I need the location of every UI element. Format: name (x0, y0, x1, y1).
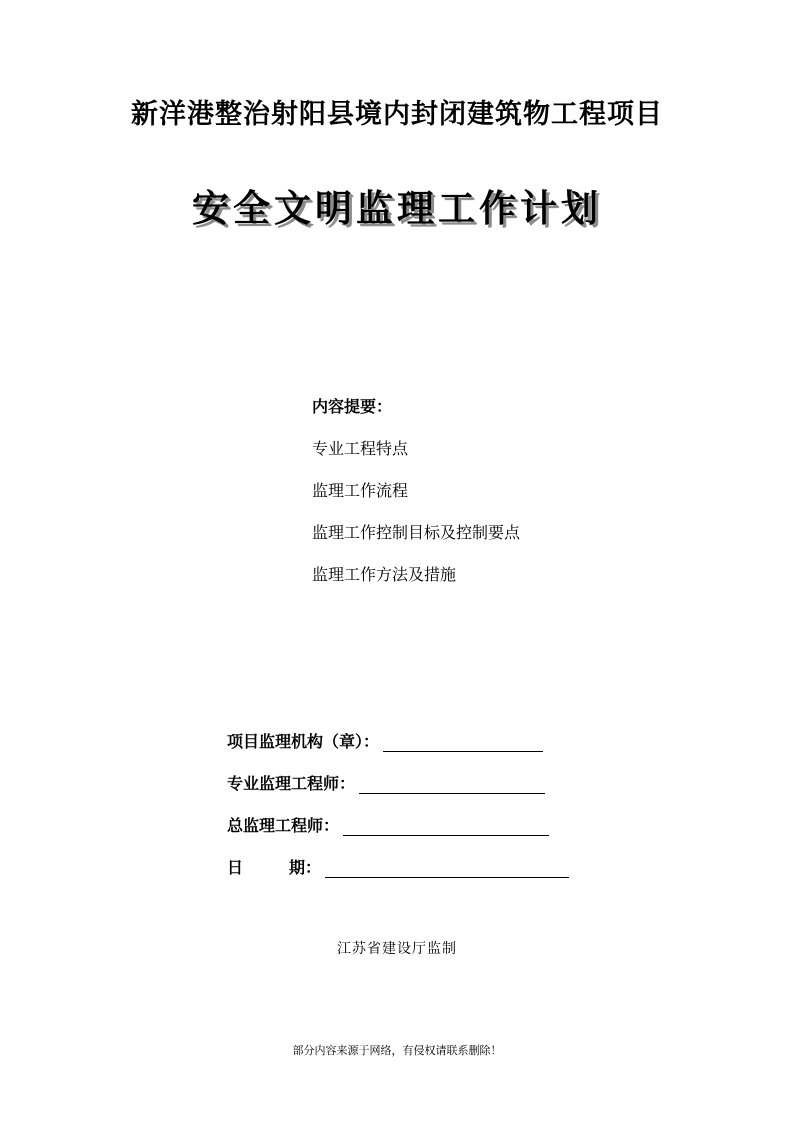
chief-engineer-label: 总监理工程师： (227, 816, 340, 835)
signature-block (227, 728, 627, 896)
project-title: 新洋港整治射阳县境内封闭建筑物工程项目 (131, 99, 663, 130)
chief-engineer-signature-line (343, 817, 549, 836)
date-label-second: 期： (289, 858, 322, 877)
document-title: 安全文明监理工作计划 (192, 187, 602, 230)
organization-label: 项目监理机构（章）： (227, 732, 380, 751)
signature-row-chief-engineer (227, 812, 627, 836)
signature-row-date (227, 854, 627, 878)
summary-list (312, 438, 732, 586)
summary-item: 监理工作控制目标及控制要点 (312, 523, 521, 542)
summary-item: 监理工作流程 (312, 481, 409, 500)
summary-item: 监理工作方法及措施 (312, 565, 457, 584)
signature-row-organization (227, 728, 627, 752)
content-summary (312, 396, 732, 586)
footer-note: 部分内容来源于网络，有侵权请联系删除！ (292, 1044, 502, 1057)
professional-engineer-signature-line (359, 775, 545, 794)
signature-row-professional-engineer (227, 770, 627, 794)
organization-signature-line (383, 733, 543, 752)
supervision-text: 江苏省建设厅监制 (337, 941, 457, 957)
date-signature-line (325, 859, 569, 878)
date-label-first: 日 (227, 858, 244, 877)
professional-engineer-label: 专业监理工程师： (227, 774, 356, 793)
summary-heading: 内容提要： (312, 397, 393, 416)
summary-item: 专业工程特点 (312, 439, 409, 458)
